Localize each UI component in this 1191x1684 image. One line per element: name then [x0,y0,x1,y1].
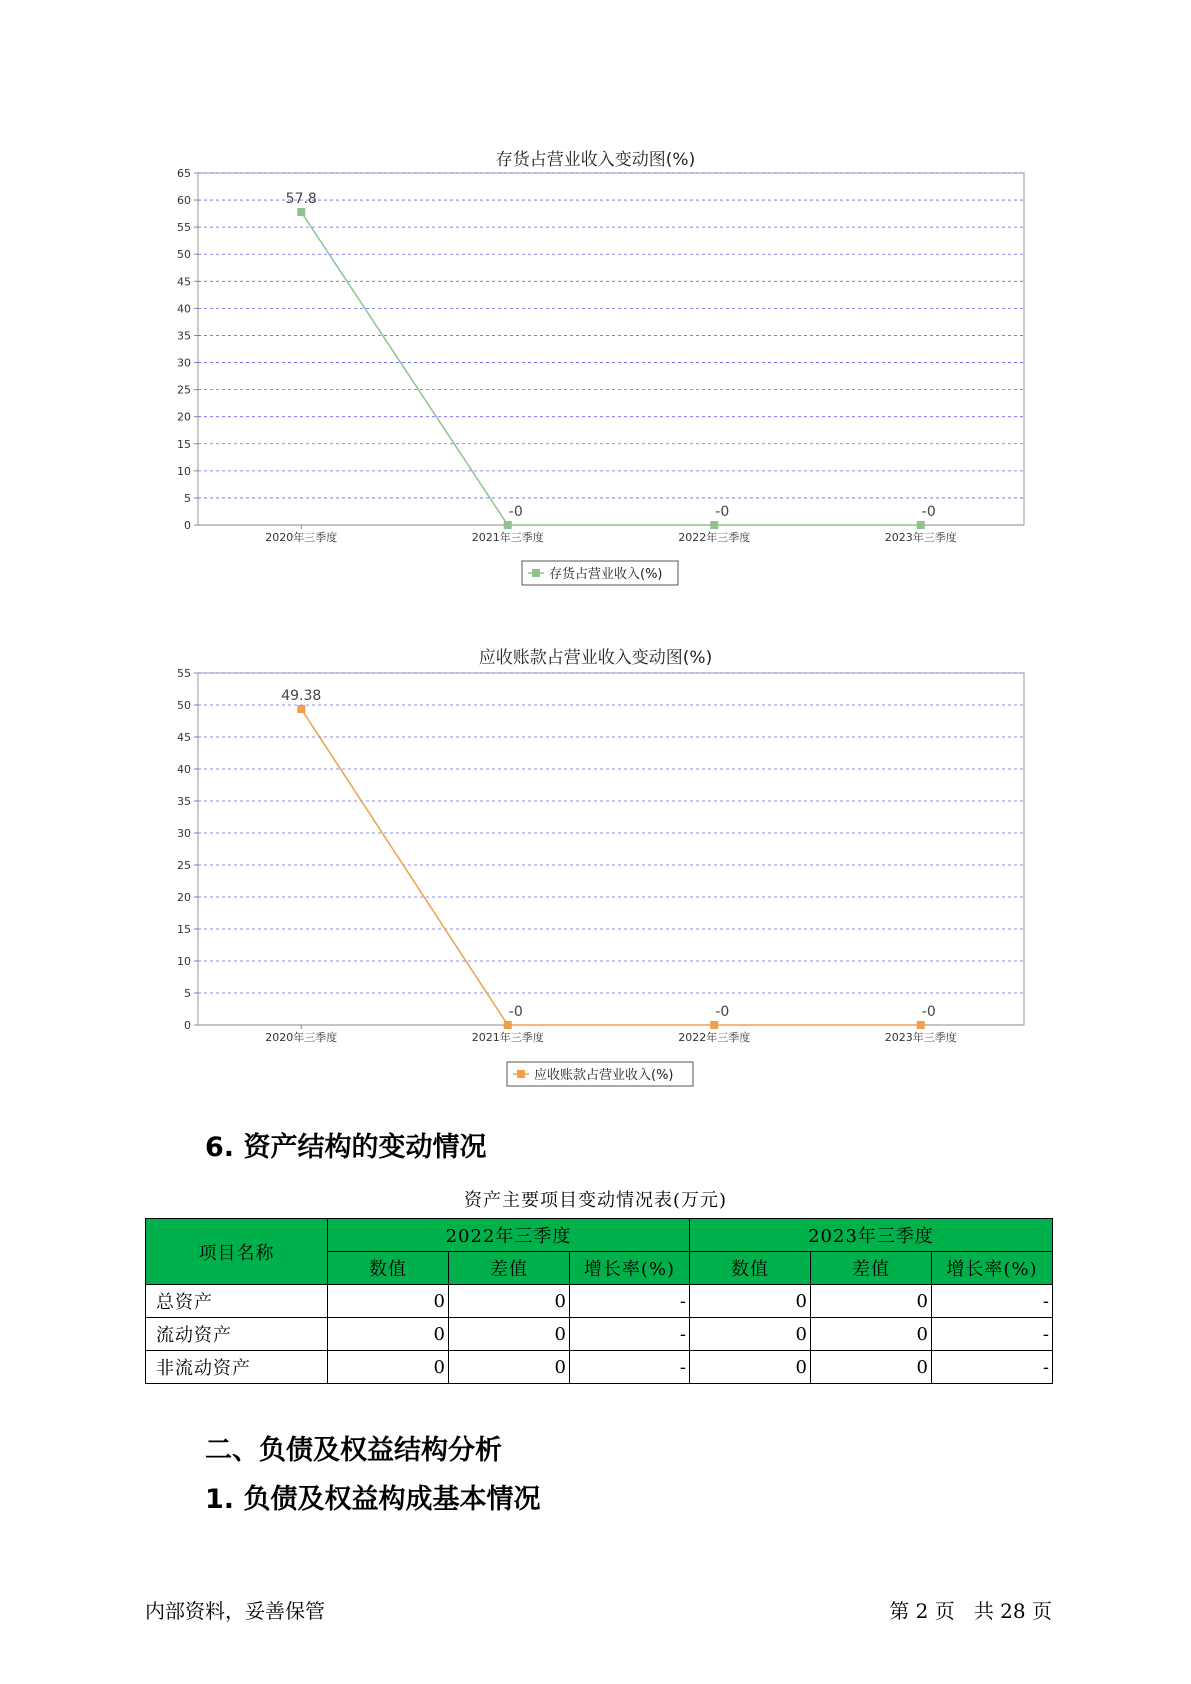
y-tick-label: 10 [177,955,191,968]
data-point [504,1021,512,1029]
header-value: 数值 [690,1252,811,1285]
y-tick-label: 35 [177,795,191,808]
cell: 0 [811,1285,932,1318]
y-tick-label: 45 [177,275,191,289]
cell: 0 [690,1285,811,1318]
chart1-title: 存货占营业收入变动图(%) [495,150,696,170]
y-tick-label: 65 [177,167,191,180]
footer-page-number: 第 2 页 共 28 页 [889,1599,1052,1623]
data-label: -0 [921,504,936,520]
y-tick-label: 25 [177,383,191,397]
table-row [146,1285,1053,1318]
data-label: -0 [715,1004,730,1020]
legend-marker [517,1070,525,1078]
y-tick-label: 30 [177,356,191,370]
table-caption: 资产主要项目变动情况表(万元) [463,1190,728,1211]
y-tick-label: 20 [177,891,191,904]
y-tick-label: 0 [184,519,191,532]
y-tick-label: 20 [177,410,191,424]
y-tick-label: 15 [177,923,191,936]
x-tick-label: 2022年三季度 [678,531,751,544]
data-point [710,1021,718,1029]
header-period-2023: 2023年三季度 [690,1219,1053,1252]
section-2-heading: 二、负债及权益结构分析 [205,1435,502,1466]
x-tick-label: 2021年三季度 [471,531,544,544]
y-tick-label: 35 [177,329,191,343]
data-label: 57.8 [285,190,317,207]
header-period-2022: 2022年三季度 [328,1219,690,1252]
cell: 0 [328,1318,449,1351]
y-tick-label: 55 [177,221,191,235]
chart2-title: 应收账款占营业收入变动图(%) [478,648,713,668]
cell: 0 [811,1318,932,1351]
x-tick-label: 2020年三季度 [265,531,338,544]
data-point [917,1021,925,1029]
cell: 0 [449,1318,570,1351]
y-tick-label: 30 [177,827,191,840]
data-label: -0 [715,504,730,520]
cell: - [570,1285,690,1318]
header-diff: 差值 [449,1252,570,1285]
row-name: 流动资产 [146,1318,328,1351]
y-tick-label: 25 [177,859,191,872]
header-growth: 增长率(%) [570,1252,690,1285]
x-tick-label: 2023年三季度 [884,531,957,544]
cell: 0 [690,1318,811,1351]
cell: 0 [449,1285,570,1318]
header-item-name: 项目名称 [146,1219,328,1285]
y-tick-label: 40 [177,302,191,316]
data-label: -0 [921,1004,936,1020]
legend-label: 存货占营业收入(%) [549,567,663,582]
cell: - [932,1285,1053,1318]
footer-confidential: 内部资料，妥善保管 [145,1599,325,1623]
x-tick-label: 2021年三季度 [471,1031,544,1044]
section-2-1-heading: 1. 负债及权益构成基本情况 [205,1484,541,1515]
legend-label: 应收账款占营业收入(%) [534,1068,674,1083]
y-tick-label: 15 [177,437,191,451]
cell: 0 [328,1285,449,1318]
cell: 0 [328,1351,449,1384]
x-tick-label: 2022年三季度 [678,1031,751,1044]
y-tick-label: 50 [177,248,191,262]
cell: - [570,1318,690,1351]
cell: 0 [811,1351,932,1384]
asset-change-table [145,1218,1053,1384]
cell: - [570,1351,690,1384]
data-label: -0 [508,1004,523,1020]
section-6-heading: 6. 资产结构的变动情况 [205,1132,487,1163]
y-tick-label: 60 [177,194,191,208]
cell: - [932,1318,1053,1351]
y-tick-label: 50 [177,699,191,712]
y-tick-label: 40 [177,763,191,776]
table-row [146,1318,1053,1351]
header-diff: 差值 [811,1252,932,1285]
row-name: 总资产 [146,1285,328,1318]
header-growth: 增长率(%) [932,1252,1053,1285]
plot-area [198,673,1024,1025]
x-tick-label: 2023年三季度 [884,1031,957,1044]
y-tick-label: 45 [177,731,191,744]
header-value: 数值 [328,1252,449,1285]
data-point [297,705,305,713]
y-tick-label: 10 [177,464,191,478]
y-tick-label: 5 [184,987,191,1000]
data-label: 49.38 [281,687,322,704]
x-tick-label: 2020年三季度 [265,1031,338,1044]
y-tick-label: 55 [177,667,191,680]
data-label: -0 [508,504,523,520]
table-row [146,1351,1053,1384]
row-name: 非流动资产 [146,1351,328,1384]
cell: 0 [690,1351,811,1384]
cell: - [932,1351,1053,1384]
y-tick-label: 5 [184,491,191,505]
cell: 0 [449,1351,570,1384]
y-tick-label: 0 [184,1019,191,1032]
